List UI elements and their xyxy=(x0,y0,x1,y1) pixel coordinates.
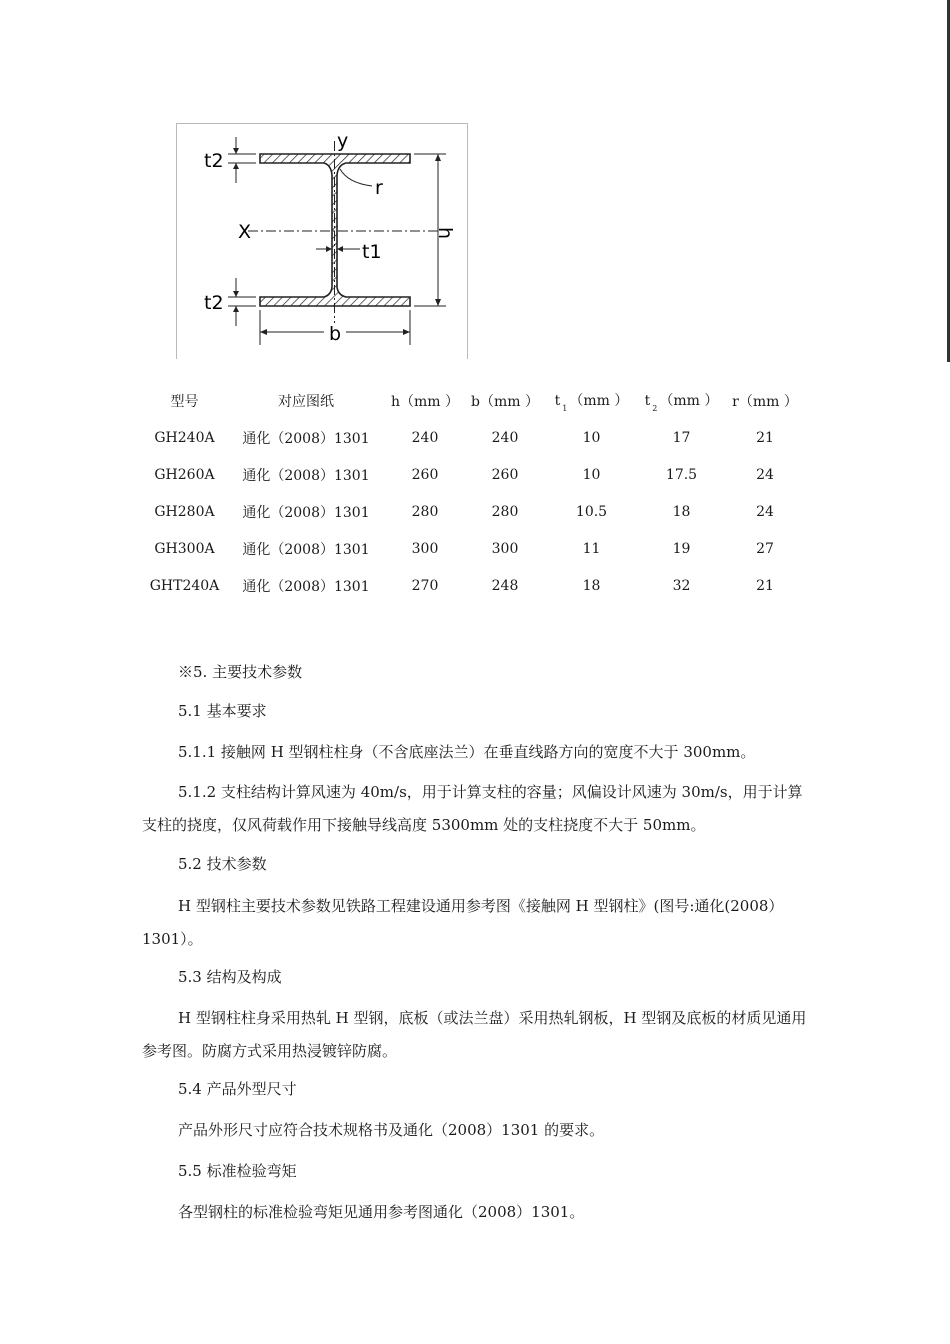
table-row xyxy=(142,530,805,567)
cell-b: 240 xyxy=(491,429,519,446)
cell-model: GHT240A xyxy=(149,577,220,594)
section-5-title: ※5. 主要技术参数 xyxy=(178,663,303,681)
cell-drawing: 通化（2008）1301 xyxy=(242,541,370,558)
label-t2-top: t2 xyxy=(204,150,224,172)
table-row xyxy=(142,456,805,493)
header-drawing: 对应图纸 xyxy=(278,394,334,410)
label-y: y xyxy=(337,130,349,152)
cell-t2: 32 xyxy=(672,577,691,594)
cell-drawing: 通化（2008）1301 xyxy=(242,430,370,447)
cell-r: 24 xyxy=(756,503,774,520)
header-t1: t $_1$ （mm ） xyxy=(554,392,629,413)
cell-t2: 18 xyxy=(672,503,691,520)
table-header-row xyxy=(142,383,805,419)
cell-t1: 10.5 xyxy=(575,503,608,520)
cell-r: 21 xyxy=(756,577,774,594)
header-r: r（mm ） xyxy=(732,394,798,410)
h-beam-svg xyxy=(176,123,468,359)
section-5-2-title: 5.2 技术参数 xyxy=(178,855,267,873)
cell-b: 280 xyxy=(491,503,519,520)
cell-drawing: 通化（2008）1301 xyxy=(242,504,370,521)
cell-b: 248 xyxy=(491,577,519,594)
cell-h: 280 xyxy=(411,503,439,520)
section-5-3-title: 5.3 结构及构成 xyxy=(178,968,282,986)
cell-b: 300 xyxy=(491,540,519,557)
section-5-4-text: 产品外形尺寸应符合技术规格书及通化（2008）1301 的要求。 xyxy=(178,1121,605,1139)
table-row xyxy=(142,493,805,530)
h-beam-section-diagram xyxy=(176,123,468,359)
section-5-1-2: 5.1.2 支柱结构计算风速为 40m/s，用于计算支柱的容量；风偏设计风速为 30m/s，用于计算支柱的挠度，仅风荷载作用下接触导线高度 5300mm 处的支柱挠度不大于 50mm。 xyxy=(142,783,803,834)
label-b: b xyxy=(329,323,342,345)
cell-t2: 17.5 xyxy=(665,466,698,483)
label-x: X xyxy=(238,221,252,243)
cell-t2: 19 xyxy=(672,540,691,557)
cell-t2: 17 xyxy=(672,429,691,446)
h-beam-profile xyxy=(260,154,410,306)
header-t2: t $_2$ （mm ） xyxy=(644,392,719,413)
section-5-1-1: 5.1.1 接触网 H 型钢柱柱身（不含底座法兰）在垂直线路方向的宽度不大于 300mm。 xyxy=(178,743,756,761)
table-row xyxy=(142,419,805,456)
label-r: r xyxy=(375,177,383,199)
cell-h: 270 xyxy=(411,577,439,594)
section-5-5-title: 5.5 标准检验弯矩 xyxy=(178,1162,297,1180)
section-5-1-title: 5.1 基本要求 xyxy=(178,702,267,720)
header-b: b（mm ） xyxy=(471,394,539,410)
cell-model: GH240A xyxy=(154,429,215,446)
section-5-2-text: H 型钢柱主要技术参数见铁路工程建设通用参考图《接触网 H 型钢柱》(图号:通化(2008）1301）。 xyxy=(142,897,784,948)
table-row xyxy=(142,567,805,604)
cell-h: 240 xyxy=(411,429,439,446)
label-t1: t1 xyxy=(362,241,382,263)
cell-drawing: 通化（2008）1301 xyxy=(242,467,370,484)
section-5-3-text: H 型钢柱柱身采用热轧 H 型钢，底板（或法兰盘）采用热轧钢板，H 型钢及底板的材质见通用参考图。防腐方式采用热浸镀锌防腐。 xyxy=(142,1009,807,1060)
cell-drawing: 通化（2008）1301 xyxy=(242,578,370,595)
cell-h: 300 xyxy=(411,540,439,557)
header-h: h（mm ） xyxy=(390,394,460,410)
label-h: h xyxy=(434,227,456,240)
cell-t1: 10 xyxy=(582,429,601,446)
cell-t1: 10 xyxy=(582,466,601,483)
cell-t1: 11 xyxy=(582,540,601,557)
cell-h: 260 xyxy=(411,466,439,483)
cell-b: 260 xyxy=(491,466,519,483)
cell-model: GH280A xyxy=(154,503,215,520)
cell-model: GH260A xyxy=(154,466,215,483)
section-5-5-text: 各型钢柱的标准检验弯矩见通用参考图通化（2008）1301。 xyxy=(178,1203,585,1221)
cell-r: 21 xyxy=(756,429,774,446)
cell-r: 24 xyxy=(756,466,774,483)
spec-table xyxy=(142,383,805,604)
cell-r: 27 xyxy=(756,540,774,557)
section-5-4-title: 5.4 产品外型尺寸 xyxy=(178,1080,297,1098)
label-t2-bottom: t2 xyxy=(204,292,224,314)
cell-t1: 18 xyxy=(582,577,601,594)
header-model: 型号 xyxy=(170,394,199,410)
cell-model: GH300A xyxy=(154,540,215,557)
